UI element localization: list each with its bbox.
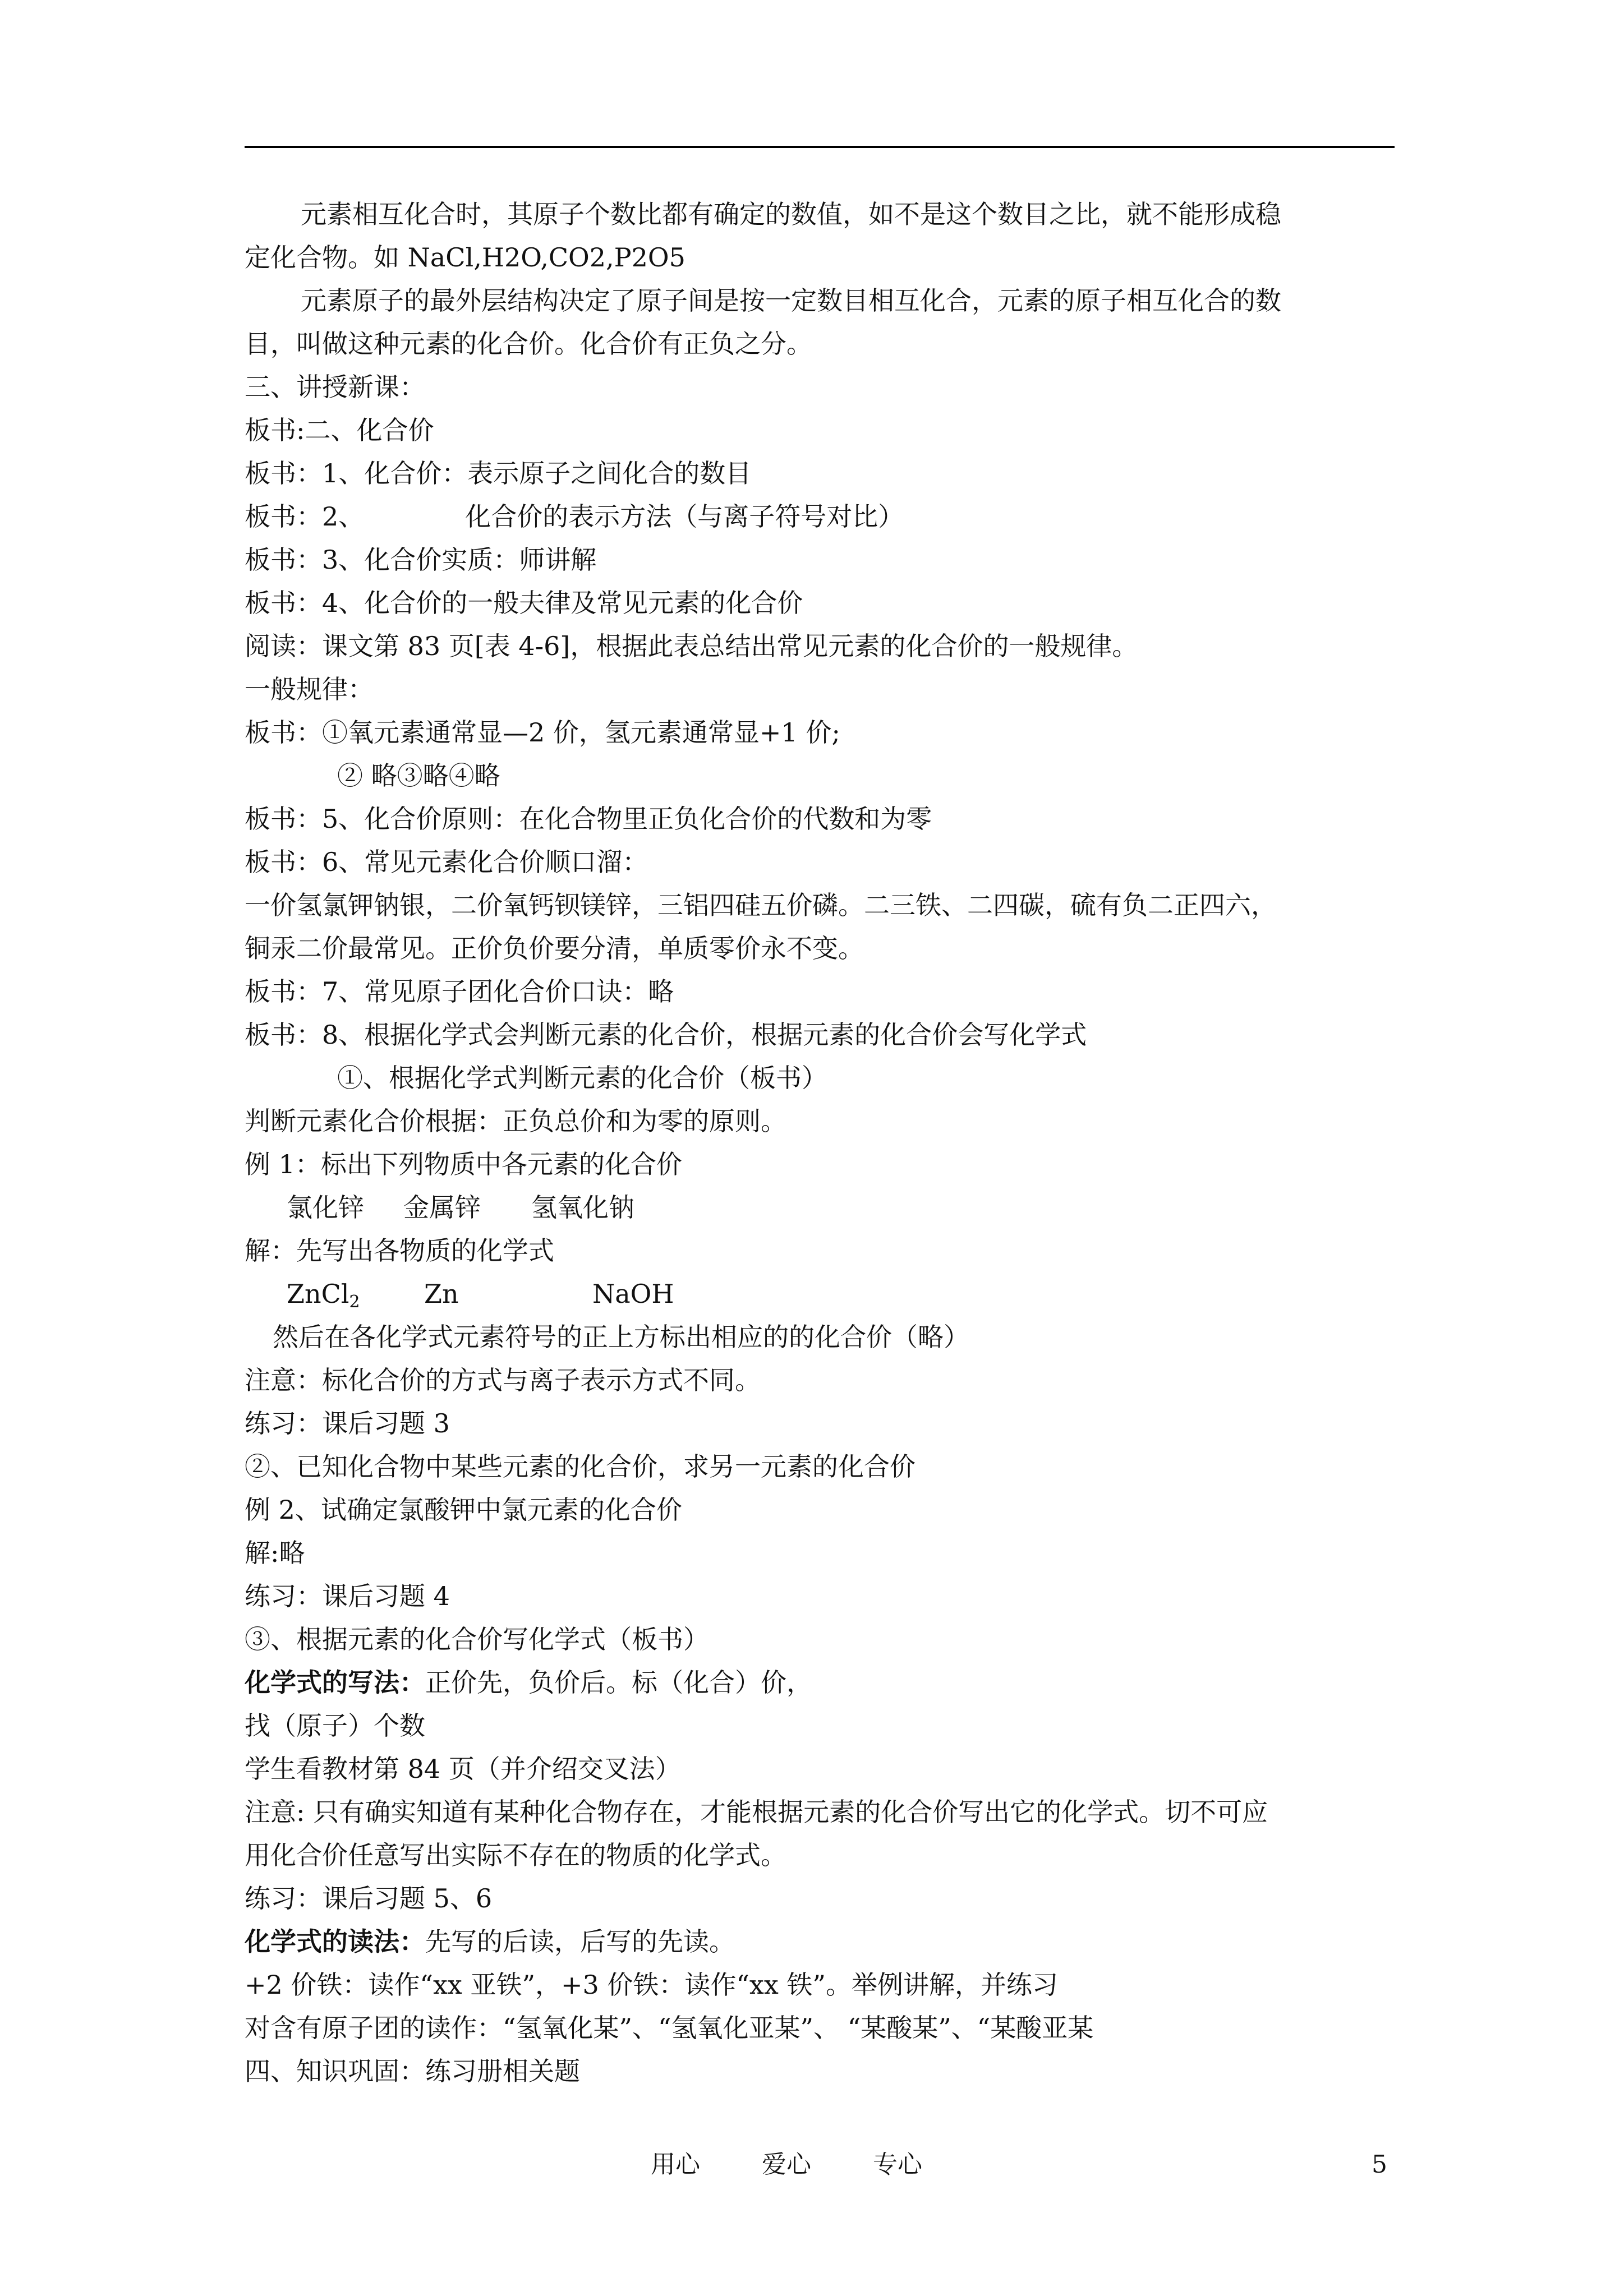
paragraph-line: 判断元素化合价根据：正负总价和为零的原则。 xyxy=(245,1106,786,1136)
writing-rule-text: 正价先，负价后。标（化合）价， xyxy=(425,1667,812,1698)
practice-line: 练习：课后习题 5、6 xyxy=(245,1883,493,1914)
note-line: 注意: 只有确实知道有某种化合物存在，才能根据元素的化合价写出它的化学式。切不可应 xyxy=(245,1797,1268,1827)
subsection-heading: ①、根据化学式判断元素的化合价（板书） xyxy=(337,1063,827,1093)
board-note-text: 化合价的表示方法（与离子符号对比） xyxy=(465,501,904,532)
rhyme-line: 铜汞二价最常见。正价负价要分清，单质零价永不变。 xyxy=(245,933,864,963)
subsection-heading: ②、已知化合物中某些元素的化合价，求另一元素的化合价 xyxy=(245,1451,915,1482)
board-note: 板书：1、化合价：表示原子之间化合的数目 xyxy=(245,458,752,488)
paragraph-line: 目，叫做这种元素的化合价。化合价有正负之分。 xyxy=(245,329,812,359)
board-note: 板书：5、化合价原则：在化合物里正负化合价的代数和为零 xyxy=(245,804,932,834)
reading-rule xyxy=(245,1920,1400,1963)
paragraph-line: 找（原子）个数 xyxy=(245,1711,425,1741)
rule-heading: 一般规律： xyxy=(245,674,374,704)
practice-line: 练习：课后习题 3 xyxy=(245,1408,450,1439)
section-heading: 四、知识巩固：练习册相关题 xyxy=(245,2056,580,2086)
paragraph-line: 元素相互化合时，其原子个数比都有确定的数值，如不是这个数目之比，就不能形成稳 xyxy=(301,199,1281,229)
solution-line: 解：先写出各物质的化学式 xyxy=(245,1235,554,1266)
compound-name: 金属锌 xyxy=(403,1192,481,1223)
board-note: 板书：7、常见原子团化合价口诀：略 xyxy=(245,976,674,1007)
paragraph-line: 学生看教材第 84 页（并介绍交叉法） xyxy=(245,1754,681,1784)
board-note: 板书：6、常见元素化合价顺口溜： xyxy=(245,847,648,877)
note-line: 用化合价任意写出实际不存在的物质的化学式。 xyxy=(245,1840,786,1870)
formula: Zn xyxy=(424,1279,459,1309)
board-note: 板书：3、化合价实质：师讲解 xyxy=(245,545,597,575)
reading-rule-label: 化学式的读法： xyxy=(245,1926,425,1957)
subsection-heading: ③、根据元素的化合价写化学式（板书） xyxy=(245,1624,709,1654)
header-rule xyxy=(245,146,1395,148)
board-note: 板书:二、化合价 xyxy=(245,415,434,445)
solution-line: 解:略 xyxy=(245,1538,305,1568)
writing-rule-label: 化学式的写法： xyxy=(245,1667,425,1698)
board-note: 板书：4、化合价的一般夫律及常见元素的化合价 xyxy=(245,588,803,618)
paragraph-line: 元素原子的最外层结构决定了原子间是按一定数目相互化合，元素的原子相互化合的数 xyxy=(301,285,1281,316)
page-number: 5 xyxy=(1372,2150,1387,2179)
paragraph-line: 对含有原子团的读作：“氢氧化某”、“氢氧化亚某”、 “某酸某”、“某酸亚某 xyxy=(245,2013,1094,2043)
compound-names xyxy=(245,1186,1400,1229)
board-note: 板书：①氧元素通常显—2 价，氢元素通常显+1 价; xyxy=(245,717,840,748)
formula-subscript: 2 xyxy=(349,1292,360,1312)
solution-line: 然后在各化学式元素符号的正上方标出相应的的化合价（略） xyxy=(273,1322,969,1352)
example-heading: 例 1：标出下列物质中各元素的化合价 xyxy=(245,1149,682,1179)
paragraph-line: +2 价铁：读作“xx 亚铁”，+3 价铁：读作“xx 铁”。举例讲解，并练习 xyxy=(245,1970,1058,2000)
note-line: 注意：标化合价的方式与离子表示方式不同。 xyxy=(245,1365,761,1395)
footer-motto xyxy=(651,2148,984,2182)
example-heading: 例 2、试确定氯酸钾中氯元素的化合价 xyxy=(245,1495,682,1525)
formula: NaOH xyxy=(592,1279,674,1309)
paragraph-line: 定化合物。如 NaCl,H2O,CO2,P2O5 xyxy=(245,242,686,273)
section-heading: 三、讲授新课： xyxy=(245,372,425,402)
rhyme-line: 一价氢氯钾钠银，二价氧钙钡镁锌，三铝四硅五价磷。二三铁、二四碳，硫有负二正四六， xyxy=(245,890,1277,920)
footer-motto-item: 用心 xyxy=(651,2150,700,2179)
practice-line: 练习：课后习题 4 xyxy=(245,1581,450,1611)
compound-name: 氯化锌 xyxy=(287,1192,364,1223)
formula xyxy=(287,1273,424,1316)
formula-text: ZnCl xyxy=(287,1279,349,1309)
document-body xyxy=(245,193,1400,2093)
footer-motto-item: 专心 xyxy=(873,2150,922,2179)
board-note xyxy=(245,495,1400,538)
board-note-prefix: 板书：2、 xyxy=(245,501,365,532)
formula-row xyxy=(245,1273,1400,1316)
footer-motto-item: 爱心 xyxy=(762,2150,811,2179)
rule-items: ② 略③略④略 xyxy=(337,760,500,791)
board-note: 板书：8、根据化学式会判断元素的化合价，根据元素的化合价会写化学式 xyxy=(245,1020,1087,1050)
writing-rule xyxy=(245,1661,1400,1704)
reading-rule-text: 先写的后读，后写的先读。 xyxy=(425,1926,735,1957)
compound-name: 氢氧化钠 xyxy=(531,1192,634,1223)
reading-note: 阅读：课文第 83 页[表 4-6]，根据此表总结出常见元素的化合价的一般规律。 xyxy=(245,631,1138,661)
